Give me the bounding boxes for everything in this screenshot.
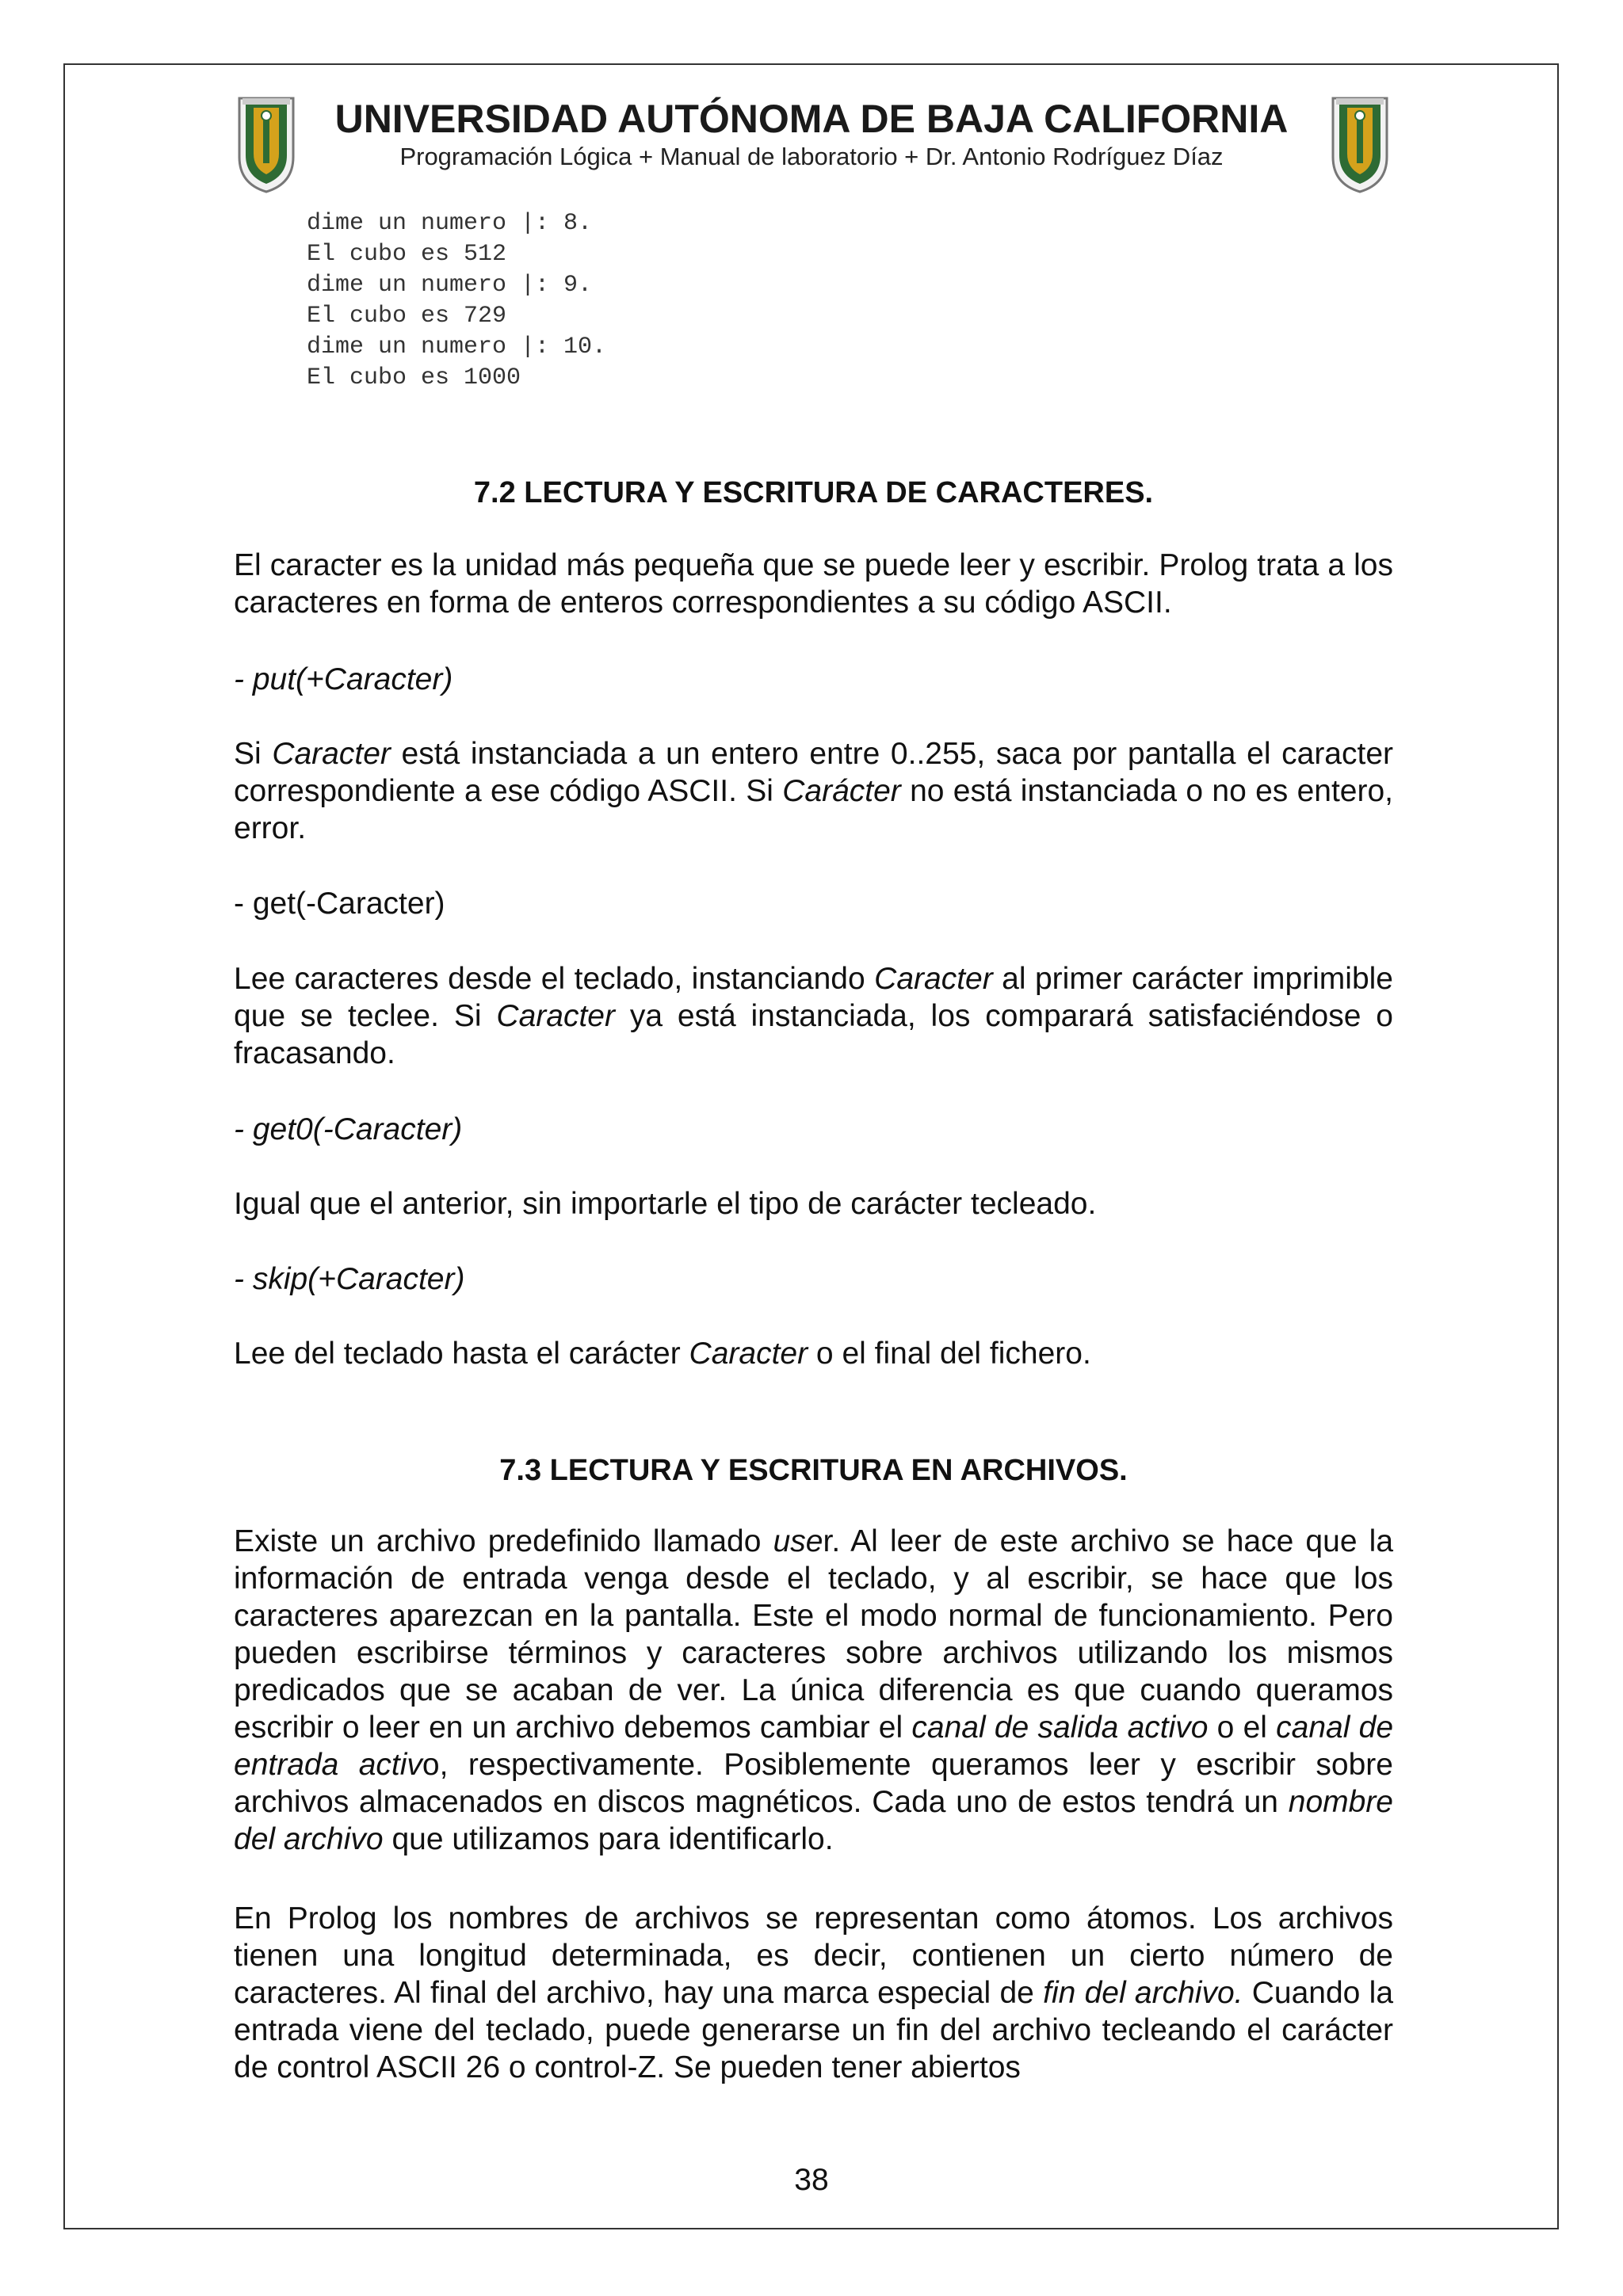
- text-run-italic: Caracter: [689, 1337, 808, 1371]
- code-line: El cubo es 729: [307, 303, 507, 330]
- section-heading-7-2: 7.2 LECTURA Y ESCRITURA DE CARACTERES.: [473, 476, 1154, 509]
- predicate-skip: - skip(+Caracter): [234, 1262, 465, 1296]
- text-run: o el final del fichero.: [808, 1337, 1091, 1371]
- paragraph-get: [234, 960, 1393, 1072]
- page-number: 38: [794, 2163, 829, 2197]
- section-heading-7-3: 7.3 LECTURA Y ESCRITURA EN ARCHIVOS.: [499, 1454, 1128, 1487]
- text-run-italic: Caracter: [496, 999, 615, 1033]
- code-line: El cubo es 1000: [307, 364, 521, 391]
- text-run: Si: [234, 737, 273, 771]
- header-title: UNIVERSIDAD AUTÓNOMA DE BAJA CALIFORNIA: [334, 97, 1289, 141]
- text-run-italic: Caracter: [272, 737, 391, 771]
- paragraph-get0: Igual que el anterior, sin importarle el tipo de carácter tecleado.: [234, 1187, 1097, 1221]
- text-run: o el: [1208, 1711, 1277, 1745]
- code-output: [307, 208, 606, 394]
- text-run-italic: Caracter: [874, 962, 993, 996]
- text-run-italic: Carácter: [782, 774, 901, 808]
- predicate-put: - put(+Caracter): [234, 662, 453, 696]
- paragraph-archivos-1: [234, 1523, 1393, 1858]
- predicate-get: - get(-Caracter): [234, 887, 445, 921]
- text-run-italic: canal de salida activo: [911, 1711, 1209, 1745]
- text-run-italic: use: [773, 1524, 823, 1558]
- text-run: Cuando la entrada viene del teclado, puede generarse un fin del archivo tecleando el carácter de control ASCII 26 o control-Z. Se pueden tener abiertos: [234, 1976, 1394, 2084]
- paragraph-intro: El caracter es la unidad más pequeña que se puede leer y escribir. Prolog trata a los caracteres en forma de enteros correspondientes a su código ASCII.: [234, 548, 1393, 620]
- header-subtitle: Programación Lógica + Manual de laboratorio + Dr. Antonio Rodríguez Díaz: [399, 143, 1224, 170]
- text-run: Lee caracteres desde el teclado, instanciando: [234, 962, 875, 996]
- text-run: está instanciada a un entero entre 0..255, saca por pantalla el caracter correspondiente a ese código ASCII. Si: [234, 737, 1394, 808]
- text-run: r. Al leer de este archivo se hace que la información de entrada venga desde el teclado, y al escribir, se hace que los caracteres aparezcan en la pantalla. Este el modo normal de funcionamiento. Pero pueden escribirse términos y caracteres sobre archivos utilizando los mismos predicados que se acaban de ver. La única diferencia es que cuando queramos escribir o leer en un archivo debemos cambiar el: [234, 1524, 1394, 1745]
- text-run: ya está instanciada, los comparará satisfaciéndose o fracasando.: [234, 999, 1393, 1070]
- text-run: que utilizamos para identificarlo.: [383, 1822, 834, 1856]
- text-run: En Prolog los nombres de archivos se representan como átomos. Los archivos tienen una longitud determinada, es decir, contienen un cierto número de caracteres. Al final del archivo, hay una marca especial de: [234, 1901, 1393, 2010]
- text-run: Lee del teclado hasta el carácter: [234, 1337, 689, 1371]
- paragraph-skip: [234, 1335, 1393, 1372]
- text-run: al primer carácter imprimible que se teclee. Si: [234, 962, 1394, 1033]
- code-line: dime un numero |: 10.: [307, 334, 607, 360]
- paragraph-put: [234, 735, 1393, 847]
- text-run: no está instanciada o no es entero, error.: [234, 774, 1393, 845]
- text-run-italic: fin del archivo.: [1043, 1976, 1243, 2010]
- text-run-italic: canal de entrada activ: [234, 1711, 1394, 1782]
- text-run-italic: nombre del archivo: [234, 1785, 1393, 1856]
- paragraph-archivos-2: [234, 1900, 1393, 2086]
- code-line: dime un numero |: 8.: [307, 210, 593, 237]
- text-run: o, respectivamente. Posiblemente queramos leer y escribir sobre archivos almacenados en discos magnéticos. Cada uno de estos tendrá un: [234, 1748, 1393, 1819]
- code-line: El cubo es 512: [307, 241, 507, 268]
- predicate-get0: - get0(-Caracter): [234, 1112, 463, 1146]
- text-run: Existe un archivo predefinido llamado: [234, 1524, 773, 1558]
- code-line: dime un numero |: 9.: [307, 272, 593, 299]
